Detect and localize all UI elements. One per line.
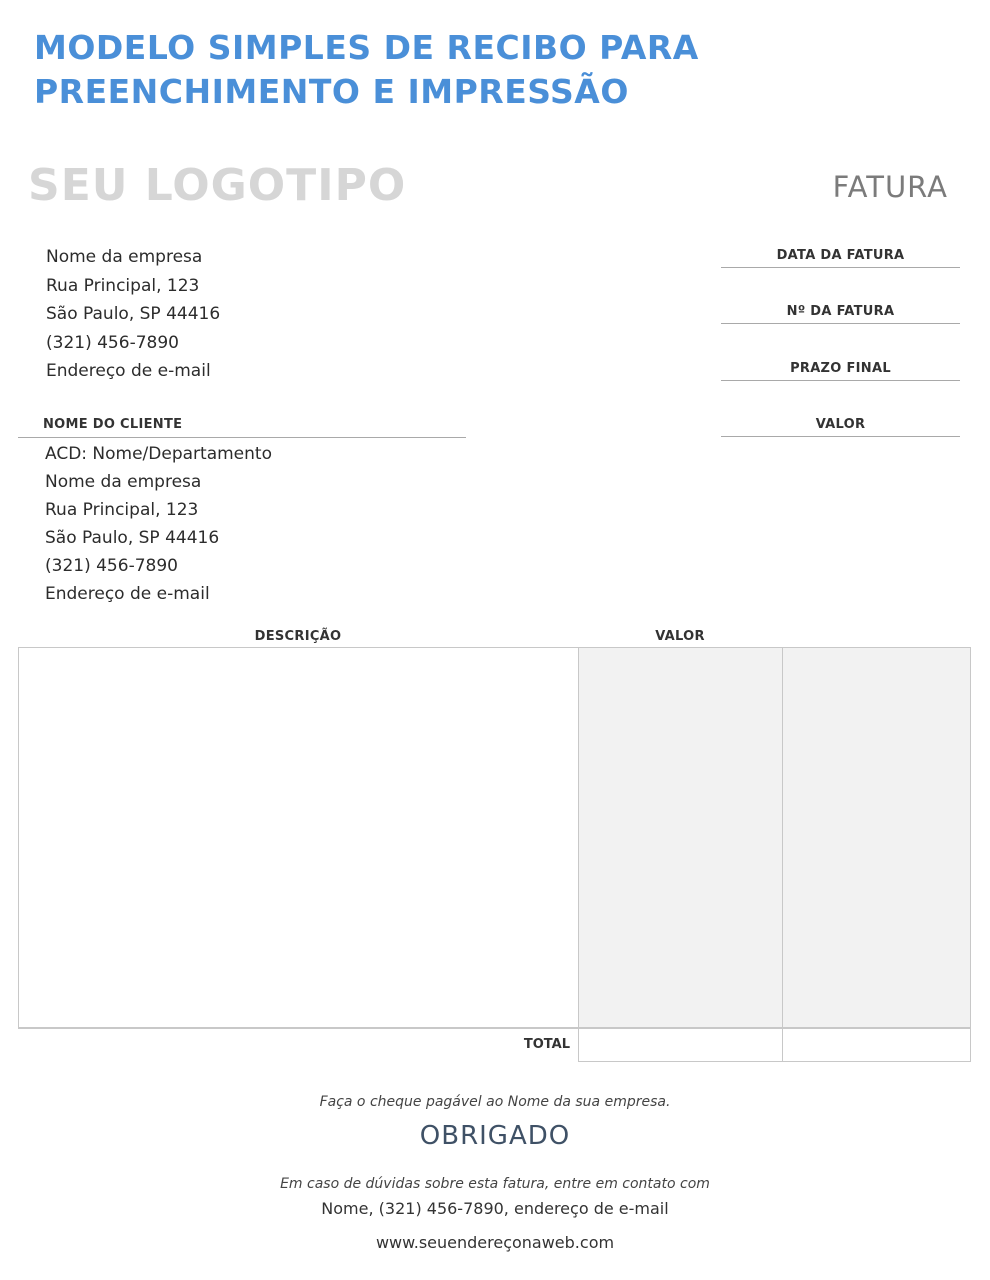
questions-note: Em caso de dúvidas sobre esta fatura, entre em contato com <box>280 1176 710 1192</box>
client-email[interactable]: Endereço de e-mail <box>45 584 210 604</box>
document-type: FATURA <box>832 170 948 204</box>
amount-label: VALOR <box>721 417 960 437</box>
sender-address[interactable] <box>46 243 220 386</box>
contact-info: Nome, (321) 456-7890, endereço de e-mail <box>321 1199 669 1218</box>
client-street[interactable]: Rua Principal, 123 <box>45 500 199 520</box>
client-name-label: NOME DO CLIENTE <box>18 417 466 438</box>
amount-header: VALOR <box>655 629 705 644</box>
invoice-date-label: DATA DA FATURA <box>721 248 960 268</box>
description-cell[interactable] <box>18 647 579 1029</box>
sender-email[interactable]: Endereço de e-mail <box>46 361 211 381</box>
logo-placeholder[interactable]: SEU LOGOTIPO <box>28 160 407 211</box>
table-bottom-divider <box>18 1027 579 1029</box>
thanks-heading: OBRIGADO <box>419 1121 571 1151</box>
sender-street[interactable]: Rua Principal, 123 <box>46 275 200 296</box>
client-phone[interactable]: (321) 456-7890 <box>45 556 178 576</box>
due-date-label: PRAZO FINAL <box>721 361 960 381</box>
invoice-number-label: Nº DA FATURA <box>721 304 960 324</box>
client-city[interactable]: São Paulo, SP 44416 <box>45 528 220 548</box>
sender-company[interactable]: Nome da empresa <box>46 247 203 267</box>
payable-note: Faça o cheque pagável ao Nome da sua empresa. <box>319 1094 671 1110</box>
total-value-cell[interactable] <box>578 1027 783 1062</box>
client-address[interactable] <box>45 440 272 608</box>
title-line-1: MODELO SIMPLES DE RECIBO PARA <box>34 28 699 67</box>
client-attn[interactable]: ACD: Nome/Departamento <box>45 444 272 464</box>
sender-phone[interactable]: (321) 456-7890 <box>46 332 179 353</box>
sender-city[interactable]: São Paulo, SP 44416 <box>46 304 221 324</box>
website-link[interactable]: www.seuendereçonaweb.com <box>375 1233 615 1252</box>
description-header: DESCRIÇÃO <box>254 629 342 644</box>
total-extra-cell[interactable] <box>782 1027 971 1062</box>
title-line-2: PREENCHIMENTO E IMPRESSÃO <box>34 72 629 111</box>
total-label: TOTAL <box>523 1037 570 1052</box>
extra-amount-cell[interactable] <box>782 647 971 1029</box>
page-title <box>34 26 834 114</box>
client-company[interactable]: Nome da empresa <box>45 472 202 492</box>
amount-cell[interactable] <box>578 647 783 1029</box>
